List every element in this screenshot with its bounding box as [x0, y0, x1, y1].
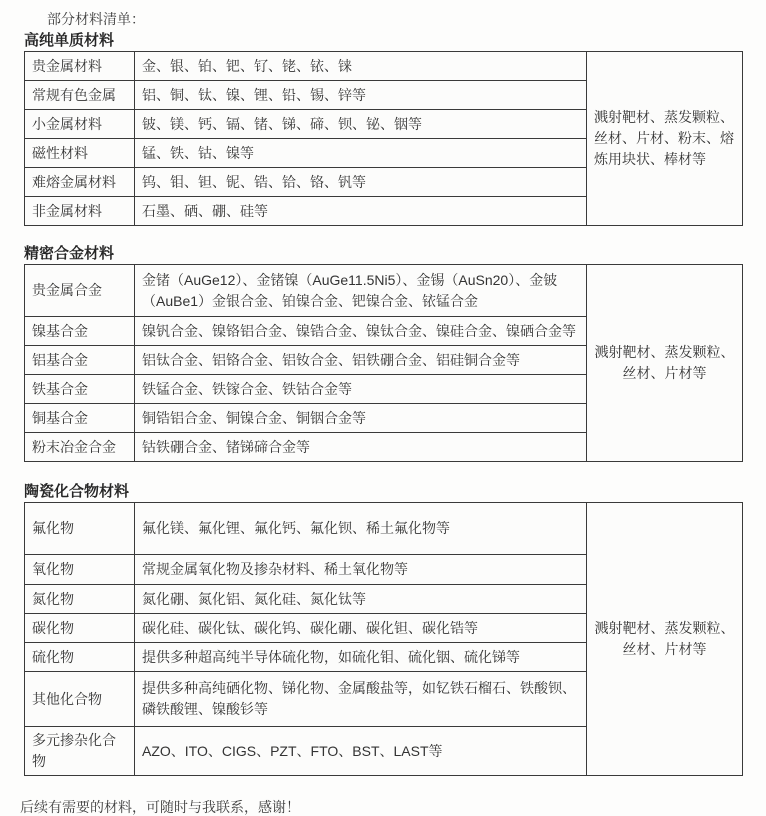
row-label-cell: 贵金属材料	[25, 52, 135, 81]
row-value-cell: 钴铁硼合金、锗锑碲合金等	[135, 433, 587, 462]
row-value-cell: 提供多种超高纯半导体硫化物，如硫化钼、硫化铟、硫化锑等	[135, 643, 587, 672]
row-value-cell: 氟化镁、氟化锂、氟化钙、氟化钡、稀土氟化物等	[135, 503, 587, 555]
row-value-cell: 提供多种高纯硒化物、锑化物、金属酸盐等，如钇铁石榴石、铁酸钡、磷铁酸锂、镍酸钐等	[135, 672, 587, 727]
section-elemental-materials	[0, 32, 766, 226]
row-label-cell: 镍基合金	[25, 317, 135, 346]
row-label-cell: 粉末冶金合金	[25, 433, 135, 462]
row-label-cell: 碳化物	[25, 614, 135, 643]
row-value-cell: 铝、铜、钛、镍、锂、铅、锡、锌等	[135, 81, 587, 110]
row-value-cell: 铍、镁、钙、镉、锗、锑、碲、钡、铋、铟等	[135, 110, 587, 139]
row-label-cell: 小金属材料	[25, 110, 135, 139]
row-label-cell: 氟化物	[25, 503, 135, 555]
row-label-cell: 贵金属合金	[25, 265, 135, 317]
row-value-cell: 石墨、硒、硼、硅等	[135, 197, 587, 226]
row-label-cell: 铝基合金	[25, 346, 135, 375]
row-value-cell: 铜锆铝合金、铜镍合金、铜铟合金等	[135, 404, 587, 433]
product-forms-note-cell: 溅射靶材、蒸发颗粒、丝材、片材等	[587, 265, 743, 462]
row-label-cell: 磁性材料	[25, 139, 135, 168]
section-title-ceramic: 陶瓷化合物材料	[24, 483, 130, 500]
row-value-cell: 碳化硅、碳化钛、碳化钨、碳化硼、碳化钽、碳化锆等	[135, 614, 587, 643]
product-forms-note-cell: 溅射靶材、蒸发颗粒、丝材、片材等	[587, 503, 743, 776]
row-value-cell: 钨、钼、钽、铌、锆、铪、铬、钒等	[135, 168, 587, 197]
section-title-elemental: 高纯单质材料	[24, 32, 115, 49]
table-row	[25, 52, 743, 81]
row-label-cell: 非金属材料	[25, 197, 135, 226]
row-value-cell: 铝钛合金、铝铬合金、铝钕合金、铝铁硼合金、铝硅铜合金等	[135, 346, 587, 375]
section-alloy-materials	[0, 245, 766, 462]
row-value-cell: 锰、铁、钴、镍等	[135, 139, 587, 168]
row-label-cell: 铜基合金	[25, 404, 135, 433]
row-value-cell: 金、银、铂、钯、钌、铑、铱、铼	[135, 52, 587, 81]
row-label-cell: 氧化物	[25, 555, 135, 585]
row-label-cell: 硫化物	[25, 643, 135, 672]
row-label-cell: 其他化合物	[25, 672, 135, 727]
ceramic-materials-table	[24, 502, 743, 776]
table-row	[25, 503, 743, 555]
row-value-cell: 镍钒合金、镍铬铝合金、镍锆合金、镍钛合金、镍硅合金、镍硒合金等	[135, 317, 587, 346]
row-value-cell: 常规金属氧化物及掺杂材料、稀土氧化物等	[135, 555, 587, 585]
table-row	[25, 265, 743, 317]
section-ceramic-materials	[0, 483, 766, 776]
row-label-cell: 氮化物	[25, 585, 135, 614]
row-value-cell: AZO、ITO、CIGS、PZT、FTO、BST、LAST等	[135, 727, 587, 776]
elemental-materials-table	[24, 51, 743, 226]
row-label-cell: 多元掺杂化合物	[25, 727, 135, 776]
row-value-cell: 氮化硼、氮化铝、氮化硅、氮化钛等	[135, 585, 587, 614]
product-forms-note-cell: 溅射靶材、蒸发颗粒、丝材、片材、粉末、熔炼用块状、棒材等	[587, 52, 743, 226]
row-value-cell: 铁锰合金、铁镓合金、铁钴合金等	[135, 375, 587, 404]
alloy-materials-table	[24, 264, 743, 462]
row-value-cell: 金锗（AuGe12）、金锗镍（AuGe11.5Ni5）、金锡（AuSn20）、金铍（AuBe1）金银合金、铂镍合金、钯镍合金、铱锰合金	[135, 265, 587, 317]
section-title-alloy: 精密合金材料	[24, 245, 115, 262]
row-label-cell: 难熔金属材料	[25, 168, 135, 197]
document-intro: 部分材料清单：	[47, 11, 145, 27]
row-label-cell: 常规有色金属	[25, 81, 135, 110]
row-label-cell: 铁基合金	[25, 375, 135, 404]
closing-remark: 后续有需要的材料，可随时与我联系，感谢！	[20, 799, 300, 815]
